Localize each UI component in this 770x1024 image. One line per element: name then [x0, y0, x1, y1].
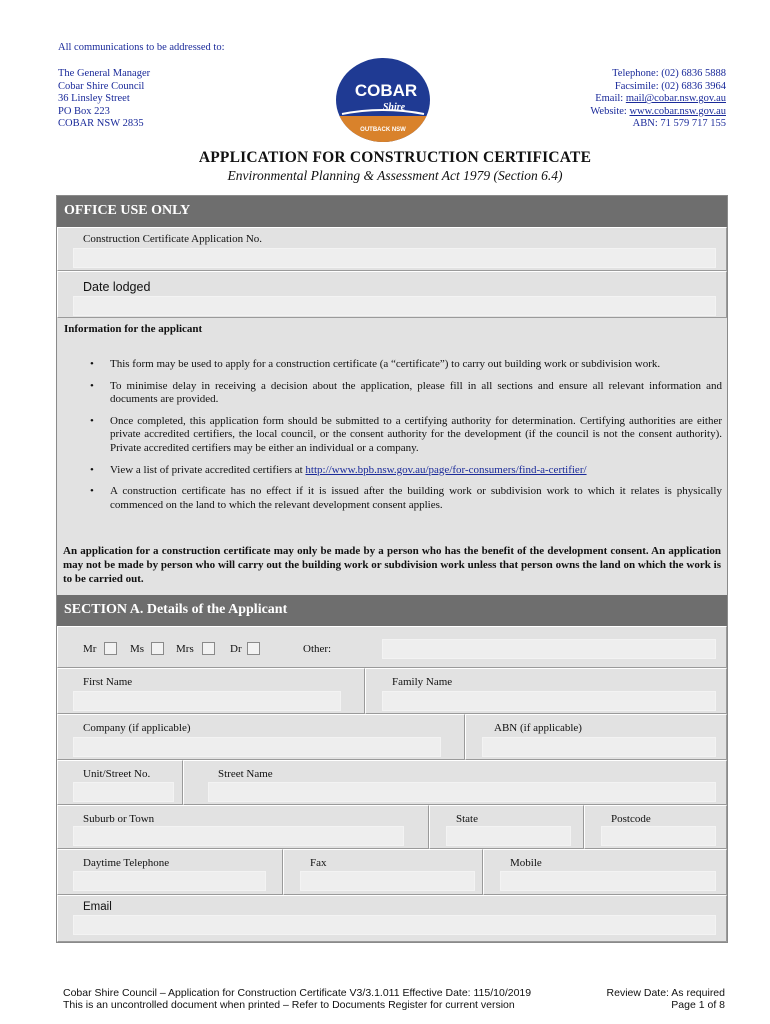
date-lodged-label: Date lodged — [83, 280, 151, 294]
company-cell — [57, 714, 465, 760]
app-number-cell — [57, 227, 727, 271]
title-mr-checkbox[interactable] — [104, 642, 117, 655]
info-bullet-link — [90, 464, 722, 478]
family-name-field[interactable] — [382, 691, 716, 711]
telephone: Telephone: (02) 6836 5888 — [612, 68, 726, 79]
form-subtitle: Environmental Planning & Assessment Act 1979 (Section 6.4) — [227, 168, 563, 183]
footer-doc-info: Cobar Shire Council – Application for Construction Certificate V3/3.1.011 Effective Date: 115/10/2019 — [63, 987, 532, 999]
unit-cell — [57, 760, 183, 805]
facsimile: Facsimile: (02) 6836 3964 — [614, 80, 726, 92]
street-cell — [183, 760, 727, 805]
other-label: Other: — [303, 643, 332, 655]
state-label: State — [456, 813, 478, 825]
app-number-field[interactable] — [73, 248, 716, 268]
info-heading: Information for the applicant — [64, 323, 203, 335]
email-line — [590, 93, 726, 106]
website-label: Website: — [590, 105, 630, 117]
website-link[interactable]: www.cobar.nsw.gov.au — [629, 105, 726, 117]
info-bullet: • Once completed, this application form should be submitted to a certifying authority for determination. Certifying authorities are either private accredited certifiers, the local council, or the consent authority for the development (if the council is not the consent authority). Private accredited certifiers may be either an individual or a company. — [90, 415, 722, 456]
first-name-label: First Name — [83, 676, 133, 688]
info-bullet: • A construction certificate has no effect if it is issued after the building work or subdivision work to which it relates is physically commenced on the land to which the relevant development consent applies. — [90, 485, 722, 512]
email-field[interactable] — [73, 915, 716, 935]
street-label: Street Name — [218, 768, 273, 780]
mobile-label: Mobile — [510, 857, 542, 869]
suburb-cell — [57, 805, 429, 849]
council-contact — [590, 68, 726, 131]
address-line: 36 Linsley Street — [58, 93, 130, 105]
email-label: Email: — [595, 93, 626, 105]
communications-note: All communications to be addressed to: — [58, 42, 225, 53]
info-bullets — [90, 358, 722, 520]
footer-uncontrolled-note: This is an uncontrolled document when printed – Refer to Documents Register for current version — [63, 999, 515, 1011]
title-ms-label: Ms — [130, 643, 145, 655]
suburb-label: Suburb or Town — [83, 813, 155, 825]
title-mr-label: Mr — [83, 643, 97, 655]
footer-page-number: Page 1 of 8 — [671, 999, 725, 1011]
fax-field[interactable] — [300, 871, 475, 891]
cobar-shire-logo — [334, 56, 432, 144]
mobile-cell — [483, 849, 727, 895]
fax-label: Fax — [310, 857, 327, 869]
office-use-heading: OFFICE USE ONLY — [57, 196, 727, 227]
certifier-list-text: View a list of private accredited certifiers at — [110, 463, 306, 476]
website-line — [590, 106, 726, 119]
fax-cell — [283, 849, 483, 895]
footer-review-date: Review Date: As required — [606, 987, 725, 999]
abn-cell — [465, 714, 727, 760]
email-field-label: Email — [83, 901, 112, 913]
address-line: The General Manager — [58, 68, 151, 79]
first-name-field[interactable] — [73, 691, 341, 711]
state-field[interactable] — [446, 826, 571, 846]
email-link[interactable]: mail@cobar.nsw.gov.au — [625, 93, 726, 105]
form-panel — [56, 195, 728, 943]
daytime-phone-field[interactable] — [73, 871, 266, 891]
unit-field[interactable] — [73, 782, 174, 802]
title-mrs-checkbox[interactable] — [202, 642, 215, 655]
title-ms-checkbox[interactable] — [151, 642, 164, 655]
abn-field[interactable] — [482, 737, 716, 757]
street-field[interactable] — [208, 782, 716, 802]
unit-label: Unit/Street No. — [83, 768, 151, 780]
eligibility-note: An application for a construction certificate may only be made by a person who has the benefit of the development consent. An application may not be made by person who will carry out the building work or subdivision work unless that person owns the land on which the work is to be carried out. — [63, 545, 721, 585]
company-label: Company (if applicable) — [83, 722, 191, 734]
email-cell — [57, 895, 727, 942]
daytime-phone-label: Daytime Telephone — [83, 857, 170, 869]
family-name-cell — [365, 668, 727, 714]
suburb-field[interactable] — [73, 826, 404, 846]
info-bullet: • To minimise delay in receiving a decision about the application, please fill in all sections and ensure all relevant information and documents are provided. — [90, 380, 722, 407]
section-a-heading: SECTION A. Details of the Applicant — [57, 595, 727, 626]
certifier-list-link[interactable]: http://www.bpb.nsw.gov.au/page/for-consumers/find-a-certifier/ — [305, 463, 587, 476]
form-title: APPLICATION FOR CONSTRUCTION CERTIFICATE — [198, 149, 592, 166]
first-name-cell — [57, 668, 365, 714]
mobile-field[interactable] — [500, 871, 716, 891]
info-bullet: • This form may be used to apply for a construction certificate (a “certificate”) to carry out building work or subdivision work. — [90, 358, 722, 372]
council-address — [58, 68, 150, 131]
app-number-label: Construction Certificate Application No. — [83, 233, 263, 245]
date-lodged-cell — [57, 271, 727, 318]
postcode-field[interactable] — [601, 826, 716, 846]
daytime-phone-cell — [57, 849, 283, 895]
logo-bottom: OUTBACK NSW — [360, 127, 406, 133]
other-title-field[interactable] — [382, 639, 716, 659]
abn-label: ABN (if applicable) — [494, 722, 582, 734]
postcode-label: Postcode — [611, 813, 651, 825]
address-line: COBAR NSW 2835 — [58, 118, 144, 130]
logo-text: COBAR — [354, 81, 418, 100]
title-dr-label: Dr — [230, 643, 242, 655]
address-line: Cobar Shire Council — [58, 80, 145, 92]
logo-sub: Shire — [382, 102, 406, 113]
address-line: PO Box 223 — [58, 105, 110, 117]
state-cell — [429, 805, 584, 849]
title-row — [57, 626, 727, 668]
postcode-cell — [584, 805, 727, 849]
date-lodged-field[interactable] — [73, 296, 716, 316]
title-mrs-label: Mrs — [176, 643, 194, 655]
company-field[interactable] — [73, 737, 441, 757]
family-name-label: Family Name — [392, 676, 453, 688]
abn: ABN: 71 579 717 155 — [632, 118, 726, 130]
title-dr-checkbox[interactable] — [247, 642, 260, 655]
